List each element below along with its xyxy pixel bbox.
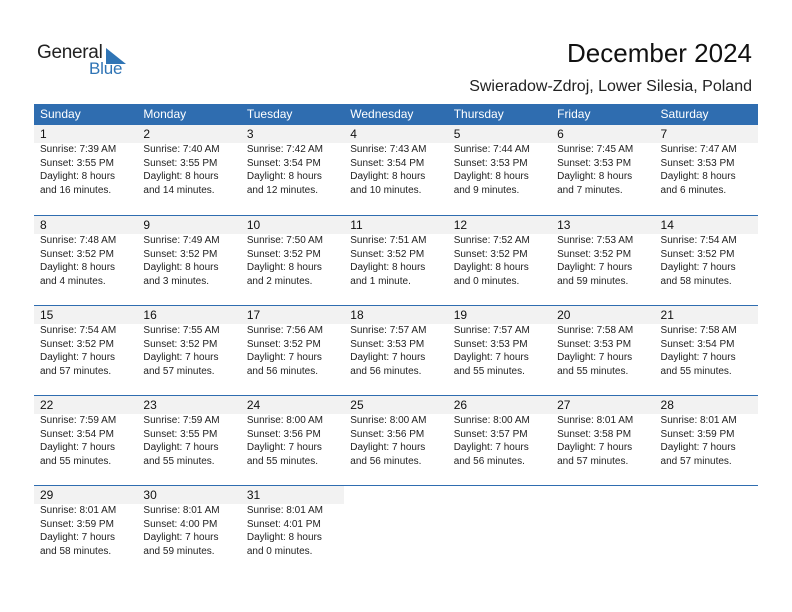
daylight-minutes: and 57 minutes. — [143, 365, 215, 377]
sunrise-time: Sunrise: 7:58 AM — [557, 325, 634, 336]
sunrise-time: Sunrise: 7:54 AM — [40, 325, 117, 336]
sunrise-time: Sunrise: 7:52 AM — [453, 235, 530, 246]
daylight-hours: Daylight: 8 hours — [143, 171, 219, 182]
sunset-time: Sunset: 3:54 PM — [350, 157, 425, 169]
daylight-hours: Daylight: 7 hours — [350, 442, 426, 453]
day-cell — [551, 396, 654, 485]
daylight-minutes: and 55 minutes. — [660, 365, 732, 377]
sunset-time: Sunset: 3:55 PM — [40, 157, 114, 169]
sunset-time: Sunset: 3:52 PM — [143, 248, 218, 260]
sunset-time: Sunset: 3:57 PM — [453, 428, 528, 440]
daylight-hours: Daylight: 8 hours — [660, 171, 736, 182]
day-number — [344, 486, 447, 504]
daylight-minutes: and 9 minutes. — [453, 184, 520, 196]
day-number: 6 — [551, 125, 654, 143]
sunrise-time: Sunrise: 7:55 AM — [143, 325, 220, 336]
day-number: 15 — [34, 306, 137, 324]
daylight-hours: Daylight: 7 hours — [143, 442, 219, 453]
day-cell — [344, 306, 447, 395]
daylight-hours: Daylight: 7 hours — [143, 532, 219, 543]
daylight-minutes: and 56 minutes. — [453, 455, 525, 467]
day-cell — [241, 216, 344, 305]
daylight-minutes: and 10 minutes. — [350, 184, 422, 196]
sunset-time: Sunset: 3:53 PM — [660, 157, 735, 169]
daylight-hours: Daylight: 7 hours — [246, 442, 322, 453]
weekday-header-friday: Friday — [557, 107, 591, 121]
sunrise-time: Sunrise: 8:00 AM — [246, 415, 323, 426]
daylight-hours: Daylight: 7 hours — [246, 352, 322, 363]
daylight-hours: Daylight: 8 hours — [143, 262, 219, 273]
daylight-minutes: and 59 minutes. — [557, 275, 629, 287]
sunset-time: Sunset: 3:52 PM — [660, 248, 735, 260]
sunrise-time: Sunrise: 8:01 AM — [143, 505, 220, 516]
location-subtitle: Swieradow-Zdroj, Lower Silesia, Poland — [469, 78, 752, 95]
daylight-minutes: and 59 minutes. — [143, 545, 215, 557]
sunset-time: Sunset: 3:52 PM — [246, 338, 321, 350]
day-number: 7 — [655, 125, 758, 143]
sunset-time: Sunset: 4:01 PM — [246, 518, 321, 530]
sunset-time: Sunset: 3:52 PM — [350, 248, 425, 260]
calendar-weeks — [34, 125, 758, 575]
sunset-time: Sunset: 3:53 PM — [557, 338, 632, 350]
calendar-week-row — [34, 125, 758, 215]
daylight-minutes: and 1 minute. — [350, 275, 411, 287]
sunrise-time: Sunrise: 7:59 AM — [143, 415, 220, 426]
day-number: 30 — [137, 486, 240, 504]
daylight-hours: Daylight: 8 hours — [40, 262, 116, 273]
day-cell — [655, 125, 758, 215]
daylight-hours: Daylight: 8 hours — [246, 262, 322, 273]
daylight-minutes: and 56 minutes. — [350, 455, 422, 467]
logo-text-general: General — [37, 42, 103, 63]
daylight-minutes: and 7 minutes. — [557, 184, 623, 196]
daylight-minutes: and 56 minutes. — [350, 365, 422, 377]
daylight-minutes: and 55 minutes. — [143, 455, 215, 467]
daylight-minutes: and 56 minutes. — [246, 365, 319, 377]
weekday-header-tuesday: Tuesday — [246, 107, 293, 121]
day-number: 25 — [344, 396, 447, 414]
sunset-time: Sunset: 3:55 PM — [143, 157, 218, 169]
day-number: 24 — [241, 396, 344, 414]
sunset-time: Sunset: 3:53 PM — [453, 157, 528, 169]
sunset-time: Sunset: 3:54 PM — [660, 338, 735, 350]
sunrise-time: Sunrise: 8:01 AM — [246, 505, 323, 516]
daylight-hours: Daylight: 8 hours — [246, 171, 322, 182]
daylight-minutes: and 0 minutes. — [246, 545, 313, 557]
day-cell — [34, 396, 137, 485]
day-cell — [655, 306, 758, 395]
day-cell — [344, 216, 447, 305]
daylight-hours: Daylight: 8 hours — [453, 262, 529, 273]
day-cell — [448, 396, 551, 485]
empty-day-cell — [344, 486, 447, 575]
daylight-hours: Daylight: 7 hours — [453, 442, 529, 453]
daylight-hours: Daylight: 8 hours — [350, 262, 426, 273]
weekday-header-saturday: Saturday — [660, 107, 709, 121]
empty-day-cell — [655, 486, 758, 575]
day-number — [551, 486, 654, 504]
daylight-minutes: and 55 minutes. — [453, 365, 525, 377]
day-number: 3 — [241, 125, 344, 143]
daylight-hours: Daylight: 8 hours — [453, 171, 529, 182]
sunrise-time: Sunrise: 7:58 AM — [660, 325, 737, 336]
calendar-week-row — [34, 485, 758, 575]
sunrise-time: Sunrise: 7:49 AM — [143, 235, 220, 246]
daylight-hours: Daylight: 7 hours — [40, 442, 116, 453]
daylight-minutes: and 55 minutes. — [40, 455, 112, 467]
day-cell — [344, 125, 447, 215]
sunrise-time: Sunrise: 7:54 AM — [660, 235, 737, 246]
day-number: 28 — [655, 396, 758, 414]
page-title: December 2024 — [567, 38, 752, 68]
sunrise-time: Sunrise: 7:57 AM — [350, 325, 427, 336]
sunset-time: Sunset: 3:52 PM — [246, 248, 321, 260]
sunrise-time: Sunrise: 7:51 AM — [350, 235, 427, 246]
logo-text-blue: Blue — [89, 59, 123, 78]
day-number: 12 — [448, 216, 551, 234]
daylight-minutes: and 2 minutes. — [246, 275, 313, 287]
day-cell — [448, 125, 551, 215]
day-cell — [551, 125, 654, 215]
empty-day-cell — [448, 486, 551, 575]
day-number: 1 — [34, 125, 137, 143]
daylight-hours: Daylight: 7 hours — [557, 262, 633, 273]
day-cell — [344, 396, 447, 485]
day-number: 17 — [241, 306, 344, 324]
day-number: 16 — [137, 306, 240, 324]
calendar-week-row — [34, 395, 758, 485]
daylight-hours: Daylight: 8 hours — [350, 171, 426, 182]
daylight-hours: Daylight: 7 hours — [660, 262, 736, 273]
sunset-time: Sunset: 3:59 PM — [40, 518, 114, 530]
day-cell — [551, 216, 654, 305]
daylight-hours: Daylight: 7 hours — [453, 352, 529, 363]
sunrise-time: Sunrise: 7:53 AM — [557, 235, 634, 246]
sunrise-time: Sunrise: 8:01 AM — [40, 505, 117, 516]
sunset-time: Sunset: 3:56 PM — [246, 428, 321, 440]
day-number: 19 — [448, 306, 551, 324]
daylight-hours: Daylight: 7 hours — [557, 352, 633, 363]
day-cell — [655, 396, 758, 485]
day-number: 21 — [655, 306, 758, 324]
sunset-time: Sunset: 3:53 PM — [350, 338, 425, 350]
daylight-minutes: and 55 minutes. — [557, 365, 629, 377]
daylight-hours: Daylight: 7 hours — [557, 442, 633, 453]
day-cell — [241, 306, 344, 395]
day-number: 11 — [344, 216, 447, 234]
day-cell — [448, 306, 551, 395]
day-cell — [34, 125, 137, 215]
weekday-header-row — [34, 104, 758, 125]
day-cell — [137, 125, 240, 215]
day-number: 18 — [344, 306, 447, 324]
empty-day-cell — [551, 486, 654, 575]
sunrise-time: Sunrise: 7:57 AM — [453, 325, 530, 336]
daylight-minutes: and 14 minutes. — [143, 184, 215, 196]
day-cell — [137, 216, 240, 305]
daylight-minutes: and 58 minutes. — [660, 275, 732, 287]
day-cell — [655, 216, 758, 305]
day-cell — [241, 125, 344, 215]
sunrise-time: Sunrise: 7:43 AM — [350, 144, 427, 155]
daylight-hours: Daylight: 7 hours — [660, 442, 736, 453]
daylight-hours: Daylight: 7 hours — [40, 532, 116, 543]
sunrise-time: Sunrise: 7:42 AM — [246, 144, 323, 155]
weekday-header-wednesday: Wednesday — [350, 107, 414, 121]
daylight-minutes: and 16 minutes. — [40, 184, 112, 196]
generalblue-logo — [37, 42, 137, 82]
day-number: 10 — [241, 216, 344, 234]
sunrise-time: Sunrise: 7:40 AM — [143, 144, 220, 155]
sunrise-time: Sunrise: 7:45 AM — [557, 144, 634, 155]
sunset-time: Sunset: 3:52 PM — [557, 248, 632, 260]
sunset-time: Sunset: 3:53 PM — [453, 338, 528, 350]
sunrise-time: Sunrise: 7:44 AM — [453, 144, 530, 155]
day-number: 2 — [137, 125, 240, 143]
day-cell — [551, 306, 654, 395]
day-number: 4 — [344, 125, 447, 143]
sunrise-time: Sunrise: 7:50 AM — [246, 235, 323, 246]
sunset-time: Sunset: 3:53 PM — [557, 157, 632, 169]
day-cell — [34, 306, 137, 395]
sunrise-time: Sunrise: 8:00 AM — [350, 415, 427, 426]
weekday-header-monday: Monday — [143, 107, 187, 121]
calendar-grid — [34, 104, 758, 575]
day-number: 13 — [551, 216, 654, 234]
sunrise-time: Sunrise: 8:01 AM — [660, 415, 737, 426]
daylight-minutes: and 0 minutes. — [453, 275, 520, 287]
sunrise-time: Sunrise: 7:56 AM — [246, 325, 323, 336]
sunrise-time: Sunrise: 7:59 AM — [40, 415, 117, 426]
day-number: 29 — [34, 486, 137, 504]
day-cell — [137, 396, 240, 485]
day-cell — [34, 486, 137, 575]
daylight-hours: Daylight: 8 hours — [246, 532, 322, 543]
daylight-hours: Daylight: 7 hours — [40, 352, 116, 363]
sunset-time: Sunset: 3:59 PM — [660, 428, 735, 440]
daylight-hours: Daylight: 8 hours — [557, 171, 633, 182]
daylight-hours: Daylight: 8 hours — [40, 171, 116, 182]
day-number: 9 — [137, 216, 240, 234]
day-number: 26 — [448, 396, 551, 414]
day-number: 22 — [34, 396, 137, 414]
daylight-minutes: and 57 minutes. — [660, 455, 732, 467]
sunset-time: Sunset: 3:58 PM — [557, 428, 632, 440]
sunset-time: Sunset: 3:56 PM — [350, 428, 425, 440]
sunset-time: Sunset: 4:00 PM — [143, 518, 218, 530]
sunset-time: Sunset: 3:52 PM — [40, 248, 114, 260]
day-cell — [448, 216, 551, 305]
day-number: 27 — [551, 396, 654, 414]
sunset-time: Sunset: 3:52 PM — [40, 338, 114, 350]
sunrise-time: Sunrise: 8:01 AM — [557, 415, 634, 426]
day-cell — [34, 216, 137, 305]
weekday-header-thursday: Thursday — [453, 107, 504, 121]
sunrise-time: Sunrise: 8:00 AM — [453, 415, 530, 426]
sunrise-time: Sunrise: 7:39 AM — [40, 144, 117, 155]
day-cell — [137, 306, 240, 395]
daylight-minutes: and 12 minutes. — [246, 184, 319, 196]
sunset-time: Sunset: 3:54 PM — [40, 428, 114, 440]
day-number: 20 — [551, 306, 654, 324]
sunset-time: Sunset: 3:55 PM — [143, 428, 218, 440]
sunrise-time: Sunrise: 7:48 AM — [40, 235, 117, 246]
daylight-minutes: and 58 minutes. — [40, 545, 112, 557]
sunset-time: Sunset: 3:52 PM — [453, 248, 528, 260]
daylight-hours: Daylight: 7 hours — [350, 352, 426, 363]
sunset-time: Sunset: 3:54 PM — [246, 157, 321, 169]
day-number: 31 — [241, 486, 344, 504]
weekday-header-sunday: Sunday — [40, 107, 81, 121]
day-cell — [241, 486, 344, 575]
day-number: 14 — [655, 216, 758, 234]
calendar-week-row — [34, 215, 758, 305]
daylight-minutes: and 55 minutes. — [246, 455, 319, 467]
daylight-minutes: and 57 minutes. — [557, 455, 629, 467]
day-number: 23 — [137, 396, 240, 414]
calendar-week-row — [34, 305, 758, 395]
day-number — [448, 486, 551, 504]
daylight-hours: Daylight: 7 hours — [143, 352, 219, 363]
sunrise-time: Sunrise: 7:47 AM — [660, 144, 737, 155]
day-number: 8 — [34, 216, 137, 234]
daylight-minutes: and 6 minutes. — [660, 184, 727, 196]
sunset-time: Sunset: 3:52 PM — [143, 338, 218, 350]
daylight-minutes: and 57 minutes. — [40, 365, 112, 377]
daylight-minutes: and 3 minutes. — [143, 275, 210, 287]
day-number — [655, 486, 758, 504]
day-number: 5 — [448, 125, 551, 143]
day-cell — [241, 396, 344, 485]
day-cell — [137, 486, 240, 575]
daylight-hours: Daylight: 7 hours — [660, 352, 736, 363]
daylight-minutes: and 4 minutes. — [40, 275, 106, 287]
